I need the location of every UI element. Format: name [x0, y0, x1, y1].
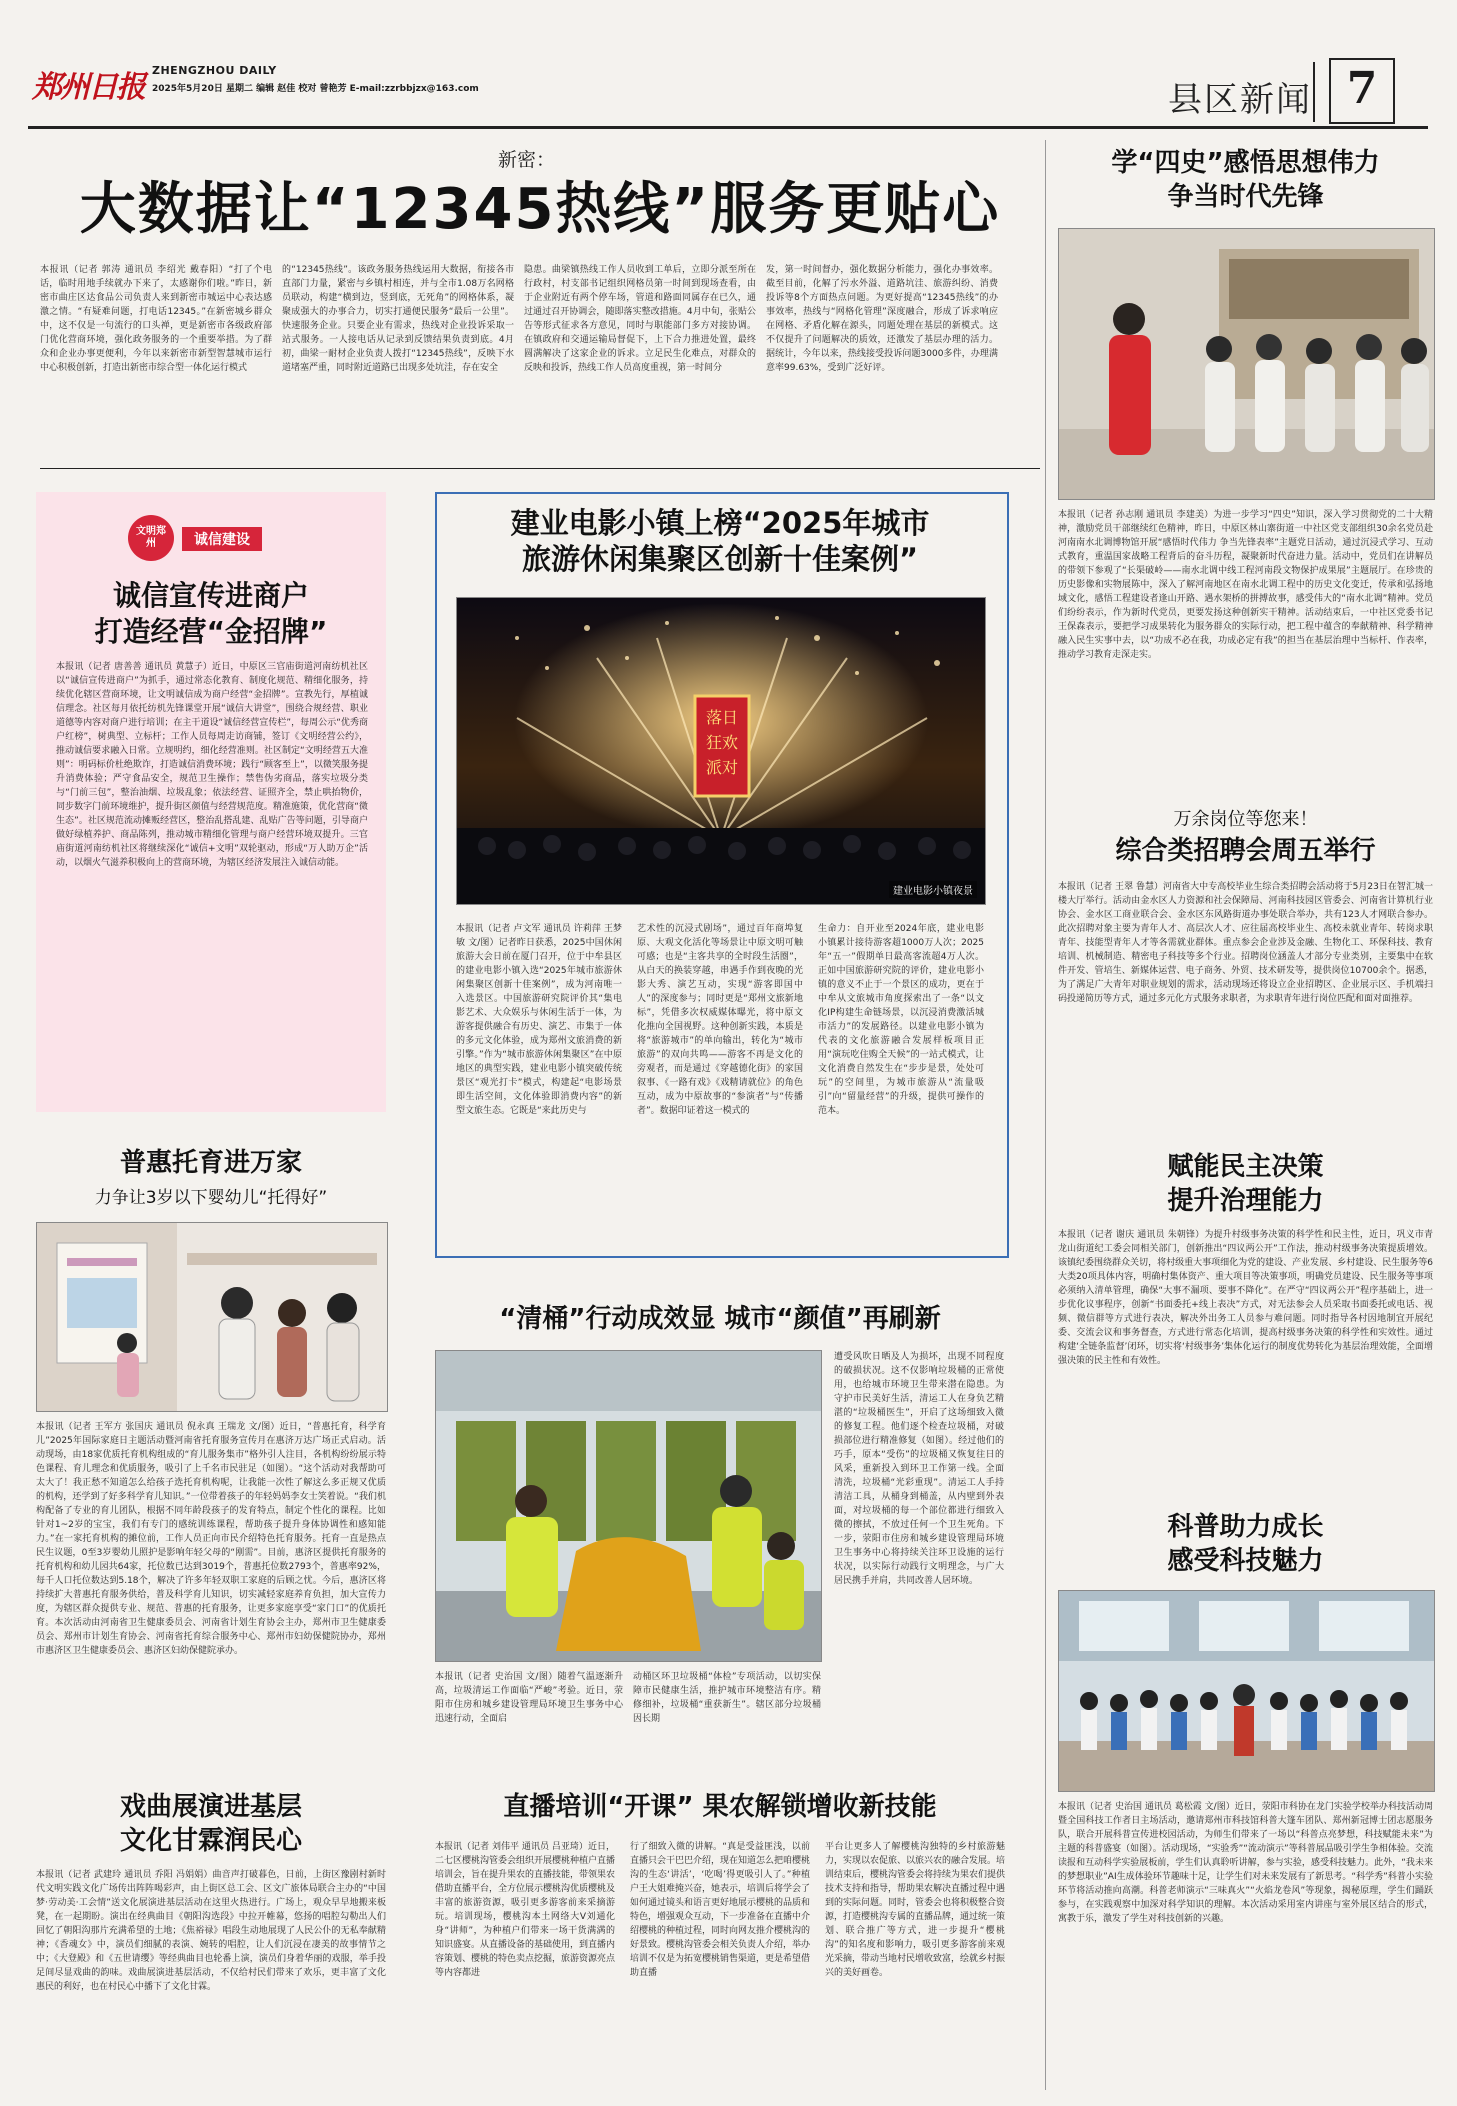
svg-text:派对: 派对	[705, 758, 739, 777]
lead-column-1: 本报讯（记者 郭涛 通讯员 李绍光 戴春阳）“打了个电话，临时用地手续就办下来了，太感谢你们啦。”昨日，新密市曲庄区达食品公司负责人来到新密市城运中心表达感激之情。“有疑难问题，打电话12345。”在新密城乡群众中，这不仅是一句流行的口头禅，更是新密市各级政府部门优化营商环境，强化政务服务的一个重要举措。为了群众和企业办事更便利，今年以来新密市新型智慧城市运行中心积极创新，打造出新密市综合型一体化运行模式	[40, 265, 272, 373]
live-title: 直播培训“开课” 果农解锁增收新技能	[503, 1792, 937, 1822]
bucket-caption-2: 动桶区环卫垃圾桶“体检”专项活动，以切实保障市民健康生活，推护城市环境整洁有序。精修细补，垃圾桶“重获新生”。辖区部分垃圾桶因长期	[633, 1672, 821, 1724]
childcare-subtitle: 力争让3岁以下婴幼儿“托得好”	[94, 1188, 328, 1208]
live-column-3: 平台让更多人了解樱桃沟独特的乡村旅游魅力，实现以农促旅、以旅兴农的融合发展。培训结束后，樱桃沟管委会将持续为果农们提供技术支持和指导，帮助果农解决直播过程中遇到的实际问题。同时，管委会也将积极整合资源，打造樱桃沟专属的直播品牌，通过统一策划、联合推广等方式，进一步提升“樱桃沟”的知名度和影响力，吸引更多游客前来观光采摘，带动当地村民增收致富，绘就乡村振兴的美好画卷。	[825, 1842, 1005, 1978]
lead-column-4: 发，第一时间督办，强化数据分析能力，强化办事效率。截至目前，化解了污水外溢、道路坑洼、旅游纠纷、消费投诉等8个方面热点问题。为更好提高“12345热线”的办事效率，热线与“网格化管理”深度融合，形成了诉求响应在网格、矛盾化解在源头，同题处理在基层的新模式。这不仅提升了问题解决的质效，还激发了基层办理的活力。据统计，今年以来，热线接受投诉问题3000多件，办理满意率99.63%，受到广泛好评。	[766, 265, 998, 373]
museum-visit-illustration	[1059, 229, 1434, 499]
svg-text:狂欢: 狂欢	[705, 733, 739, 752]
film-title-1: 建业电影小镇上榜“2025年城市	[510, 506, 930, 540]
bucket-caption: 本报讯（记者 史治国 文/图）随着气温逐渐升高，垃圾清运工作面临“严峻”考验。近日，荥阳市住房和城乡建设管理局环境卫生事务中心迅速行动，全面启	[435, 1672, 623, 1724]
democracy-title-1: 赋能民主决策	[1167, 1152, 1324, 1182]
science-title-1: 科普助力成长	[1167, 1512, 1324, 1542]
bucket-repair-illustration	[436, 1351, 821, 1661]
section-title: 县区新闻	[1168, 80, 1312, 120]
issue-meta: 2025年5月20日 星期二 编辑 赵佳 校对 曾艳芳 E-mail:zzrbbjzx@163.com	[152, 84, 479, 94]
film-column-1: 本报讯（记者 卢文军 通讯员 许莉萍 王梦敏 文/图）记者昨日获悉，2025中国休闲旅游大会日前在厦门召开，位于中牟县区的建业电影小镇入选“2025年城市旅游休闲集聚区创新十佳案例”，成为河南唯一入选景区。中国旅游研究院评价其“集电影艺术、大众娱乐与休闲生活于一体，为游客提供融合有历史、演艺、市集于一体的多元文化体验，成为郑州文旅消费的新引擎。”作为“城市旅游休闲集聚区”在中原地区的典型实践，建业电影小镇突破传统景区“观光打卡”模式，构建起“电影场景即生活空间，文化体验即消费内容”的新型文旅生态。它既是“来此历史与	[456, 924, 622, 1116]
jobs-body: 本报讯（记者 王翠 鲁慧）河南省大中专高校毕业生综合类招聘会活动将于5月23日在智汇城一楼大厅举行。活动由金水区人力资源和社会保障局、河南科技园区管委会、河南省计算机行业协会、金水区工商业联合会、金水区东风路街道办事处联合举办，共有123人才网联合参办。此次招聘对象主要为青年人才、高层次人才、应往届高校毕业生、高校未就业青年、转岗求职青年、技能型青年人才等各需就业群体。重点参会企业涉及金融、生物化工、环保科技、教育培训、机械制造、精密电子科技等多个行业。招聘岗位涵盖人才部分专业类别，主要集中在软件开发、管培生、新媒体运营、电子商务、外贸、技术研发等，提供岗位10700余个。据悉，为了满足广大青年对职业规划的需求，活动现场还将设立企业招聘区、企业展示区、手机端扫码投递简历等方式，通过多元化方式服务求职者，为求职青年进行岗位匹配和面对面推荐。	[1058, 882, 1433, 1004]
history-body: 本报讯（记者 孙志刚 通讯员 李建美）为进一步学习“四史”知识，深入学习贯彻党的二十大精神，激励党员干部继续红色精神，昨日，中原区林山寨街道一中社区党支部组织30余名党员赴河南南水北调博物馆开展“感悟时代伟力 争当先锋表率”主题党日活动，通过沉浸式学习、互动式教育，重温国家战略工程背后的奋斗历程，凝聚新时代奋进力量。活动中，党员们在讲解员的带领下参观了“长渠破岭——南水北调中线工程河南段文物保护成果展”主题展厅。在珍贵的历史影像和实物展陈中，深入了解河南地区在南水北调工程中的历史文化变迁，传承和弘扬地域文化，感悟工程建设者逢山开路、遇水架桥的拼搏故事，感受伟大的“南水北调”精神。党员们纷纷表示，作为新时代党员，更要发扬这种创新实干精神。活动结束后，一中社区党委书记王保森表示，要把学习成果转化为服务群众的实际行动，把工程中蕴含的奉献精神、科学精神融入民生实事中去，以“功成不必在我，功成必定有我”的担当在基层治理中当标杆、作表率，推动学习教育走深走实。	[1058, 510, 1433, 660]
lead-column-3: 隐患。曲梁镇热线工作人员收到工单后，立即分派至所在行政村，村支部书记组织网格员第一时间到现场查看，由于企业附近有两个停车场，管道和路面同属存在已久，通过通过召开协调会，随即落实整改措施。4月中旬，张贴公告等形式征求各方意见，同时与职能部门多方对接协调。在镇政府和交通运输局督促下，上下合力推进处置，最终圆满解决了这家企业的诉求。立足民生化难点，对群众的反映和投诉，热线工作人员高度重视，第一时间分	[524, 265, 756, 373]
civilization-seal-icon: 文明郑州	[128, 515, 174, 561]
live-column-1: 本报讯（记者 刘伟平 通讯员 吕亚琦）近日，二七区樱桃沟管委会组织开展樱桃种植户直播培训会，旨在提升果农的直播技能，带领果农借助直播平台，全方位展示樱桃沟优质樱桃及丰富的旅游资源，吸引更多游客前来采摘游玩。培训现场，樱桃沟本土网络大V刘通化身“讲师”，为种植户们带来一场干货满满的知识盛宴。从直播设备的基础使用，到直播内容策划、樱桃的特色卖点挖掘，旅游资源亮点等内容都进	[435, 1842, 615, 1978]
lead-bottom-rule	[40, 468, 1040, 469]
opera-title-1: 戏曲展演进基层	[119, 1792, 302, 1822]
childcare-photo	[36, 1222, 388, 1412]
democracy-body: 本报讯（记者 谢庆 通讯员 朱朝锋）为提升村级事务决策的科学性和民主性，近日，巩义市青龙山街道纪工委会同相关部门，创新推出“四议两公开”工作法，推动村级事务决策提质增效。该镇纪委围绕群众关切，将村级重大事项细化为党的建设、产业发展、乡村建设、民生服务等6大类20项具体内容，明确村集体资产、重大项目等决策事项，明确党员建设、民生服务等事项必须纳入清单管理，确保“大事不漏项、要事不降化”。在严守“四议两公开”程序基础上，进一步优化议事程序，创新“书面委托+线上表决”方式，对无法参会人员采取书面委托或电话、视频、微信群等方式进行表决，解决外出务工人员参与难问题。同时指导各村因地制宜开展纪委、交流会议和事务督查，方式进行常态化培训，提高村级事务决策的科学性和实效性。通过构建‘全链条监督’闭环，切实将‘村级事务’集体化运行的制度优势转化为基层治理效能，全面增强决策的民主性和有效性。	[1058, 1230, 1433, 1366]
science-body: 本报讯（记者 史治国 通讯员 葛松霞 文/图）近日，荥阳市科协在龙门实验学校举办科技活动周暨全国科技工作者日主场活动，邀请郑州市科技馆科普大篷车团队、郑州新冠博士团志愿服务队，联合开展科普宣传进校园活动，为师生们带来了一场以“科普点亮梦想，科技赋能未来”为主题的科普盛宴（如图）。活动现场，“实验秀”“流动演示”等科普展品吸引学生争相体验。交流读报和互动科学实验展板前，学生们认真聆听讲解，参与实验，感受科技魅力。此外，“我未来的梦想职业”AI生成体验环节趣味十足，让学生们对未来发展有了新思考。“科学秀”科普小实验环节将活动推向高潮。科普老师演示“三味真火”“火焰龙卷风”等现象，揭秘原理，学生们踊跃参与，在实践观察中加深对科学知识的理解。本次活动采用室内讲座与室外展区结合的形式，寓教于乐，激发了学生对科技创新的兴趣。	[1058, 1802, 1433, 1924]
newspaper-name-en: ZHENGZHOU DAILY	[152, 64, 277, 77]
childcare-title: 普惠托育进万家	[119, 1148, 302, 1178]
childcare-event-illustration	[37, 1223, 387, 1411]
lead-kicker: 新密：	[498, 149, 556, 171]
lead-headline: 大数据让“12345热线”服务更贴心	[79, 177, 1001, 242]
science-fair-illustration	[1059, 1591, 1434, 1791]
film-title-2: 旅游休闲集聚区创新十佳案例”	[521, 542, 919, 576]
page-number: 7	[1329, 58, 1395, 124]
jobs-kicker: 万余岗位等您来！	[1173, 809, 1318, 830]
film-column-3: 生命力：自开业至2024年底，建业电影小镇累计接待游客超1000万人次；2025年“五一”假期单日最高客流超4万人次。正如中国旅游研究院的评价，建业电影小镇的意义不止于一个景区的成功，更在于中牟从文旅城市角度探索出了一条“以文化IP构建生命链场景，以沉浸消费激活城市活力”的发展路径。以建业电影小镇为代表的文化旅游融合发展样板项目正用“演玩吃住购全天候”的一站式模式，让文化消费自然发生在“步步是景，处处可玩”的空间里，为城市旅游从“流量吸引”向“留量经营”的升级，提供可操作的范本。	[818, 924, 984, 1116]
film-photo-caption: 建业电影小镇夜景	[889, 881, 977, 898]
history-title-2: 争当时代先锋	[1167, 182, 1324, 212]
masthead-rule	[28, 126, 1428, 129]
integrity-title-1: 诚信宣传进商户	[112, 579, 309, 612]
democracy-title-2: 提升治理能力	[1167, 1186, 1324, 1216]
integrity-title-2: 打造经营“金招牌”	[94, 615, 328, 648]
integrity-body: 本报讯（记者 唐善善 通讯员 黄慧子）近日，中原区三官庙街道河南纺机社区以“诚信宣传进商户”为抓手，通过常态化教育、制度化规范、精细化服务，持续优化辖区营商环境，让文明诚信成为商户经营“金招牌”。宣教先行，厚植诚信理念。社区每月依托纺机先锋课堂开展“诚信大讲堂”，围绕合规经营、职业道德等内容对商户进行培训；在主干道设“诚信经营宣传栏”，每周公示“优秀商户红榜”，树典型、立标杆；工作人员每周走访商铺，签订《文明经营公约》，推动诚信要求融入日常。立规明约，细化经营准则。社区制定“文明经营五大准则”：明码标价杜绝欺诈，打造诚信消费环境；践行“顾客至上”，以微笑服务提升消费体验；严守食品安全，规范卫生操作；禁售伪劣商品，落实垃圾分类与“门前三包”，整治油烟、垃圾乱象；依法经营、证照齐全，禁止哄抬物价，同步数字门前环境维护，提升街区颜值与经营规范度。精准施策，优化营商“微生态”。社区规范流动摊贩经营区，整治乱搭乱建、乱贴广告等问题，引导商户做好绿植养护、商品陈列，推动城市精细化管理与商户经营环境双提升。三官庙街道河南纺机社区将继续深化“诚信+文明”双轮驱动，形成“万人助万企”活动，以烟火气滋养积极向上的营商环境，为辖区经济发展注入诚信动能。	[56, 662, 368, 868]
science-title-2: 感受科技魅力	[1167, 1546, 1324, 1576]
opera-body: 本报讯（记者 武建玲 通讯员 乔阳 冯娟娟）曲音声打破暮色，日前，上街区豫剧村新时代文明实践文化广场传出阵阵喝彩声，由上街区总工会、区文广旅体局联合主办的“中国梦·劳动美·工会情”送文化展演进基层活动在这里火热进行。广场上，观众早早地搬来板凳，在一起期盼。演出在经典曲目《朝阳沟选段》中拉开帷幕，悠扬的唱腔勾勒出人们回忆了朝阳沟那片充满希望的土地；《焦裕禄》唱段生动地展现了人民公仆的无私奉献精神；《香魂女》中，演员们细腻的表演、婉转的唱腔，让人们沉浸在凄美的故事情节之中；《大登殿》和《五世请缨》等经典曲目也轮番上演，演员们身着华丽的戏服，举手投足间尽显戏曲的韵味。戏曲展演进基层活动，不仅给村民们带来了欢乐，更丰富了文化惠民的利好，也在村民心中播下了文化甘霖。	[36, 1870, 386, 1992]
bucket-column: 遭受风吹日晒及人为损坏，出现不同程度的破损状况。这不仅影响垃圾桶的正常使用，也给城市环境卫生带来潜在隐患。为守护市民美好生活，清运工人在身负艺精湛的“垃圾桶医生”，开启了这场细致入微的修复工程。他们逐个检查垃圾桶，对破损部位进行精准修复（如图）。经过他们的巧手，原本“受伤”的垃圾桶又恢复往日的风采，重新投入到环卫工作第一线。全面清洗，垃圾桶“光彩重现”。清运工人手持清洁工具，从桶身到桶盖，从内壁到外表面，对垃圾桶的每一个部位都进行细致入微的擦拭，不放过任何一个卫生死角。下一步，荥阳市住房和城乡建设管理局环境卫生事务中心将持续关注环卫设施的运行状况，以实际行动践行文明理念，与广大居民携手并肩，共同改善人居环境。	[834, 1352, 1004, 1586]
lead-column-2: 的“12345热线”。该政务服务热线运用大数据，衔接各市直部门力量，紧密与乡镇村相连，并与全市1.08万名网格员联动，构建“横到边，竖到底，无死角”的网格体系，凝聚成强大的办事合力，切实打通便民服务“最后一公里”。快速服务企业。只要企业有需求，热线对企业投诉采取一站式服务。一人接电话从记录到反馈结果负责到底。4月初，曲梁一耐材企业负责人拨打“12345热线”，反映下水道堵塞严重，同时附近道路已出现多处坑洼，存在安全	[282, 265, 514, 373]
integrity-tag: 诚信建设	[182, 527, 262, 551]
newspaper-logo: 郑州日报	[32, 70, 144, 105]
opera-title-2: 文化甘霖润民心	[119, 1826, 302, 1856]
childcare-body: 本报讯（记者 王军方 张国庆 通讯员 倪永真 王瑞龙 文/图）近日，“普惠托育，科学育儿”2025年国际家庭日主题活动暨河南省托育服务宣传月在惠济万达广场正式启动。活动现场，由18家优质托育机构组成的“育儿服务集市”格外引人注目，各机构纷纷展示特色课程、育儿理念和优质服务，吸引了上千名市民驻足（如图）。“这个活动对我帮助可太大了！我正愁不知道怎么给孩子选托育机构呢，让我能一次性了解这么多正规又优质的机构，还学到了好多科学育儿知识。”一位带着孩子的年轻妈妈李女士笑着说。“我们机构配备了专业的育儿团队，根据不同年龄段孩子的发育特点，制定个性化的课程。比如针对1~2岁的宝宝，我们有专门的感统训练课程，帮助孩子提升身体协调性和感知能力。”在一家托育机构的摊位前，工作人员正向市民介绍特色托育服务。托育一直是热点民生议题，0至3岁婴幼儿照护是影响年轻父母的“刚需”。目前，惠济区提供托育服务的托育机构和幼儿园共64家，托位数已达到3019个，普惠托位数2793个，普惠率92%，每千人口托位数达到5.18个，解决了许多年轻双职工家庭的后顾之忧。今后，惠济区将持续扩大普惠托育服务供给，普及科学育儿知识，切实减轻家庭养育负担，加大宣传力度，为辖区群众提供专业、规范、普惠的托育服务，让更多家庭享受“家门口”的优质托育。本次活动由河南省卫生健康委员会、河南省计划生育协会主办，郑州市卫生健康委员会、郑州市计划生育协会、河南省托育综合服务中心、郑州市妇幼保健院协办，郑州市惠济区卫生健康委员会、惠济区妇幼保健院承办。	[36, 1422, 386, 1656]
film-town-night-illustration	[457, 598, 985, 904]
photo-sign-text: 落日	[705, 708, 739, 727]
section-divider-icon	[1313, 62, 1315, 122]
history-photo	[1058, 228, 1435, 500]
bucket-photo	[435, 1350, 822, 1662]
live-column-2: 行了细致入微的讲解。“真是受益匪浅，以前直播只会干巴巴介绍，现在知道怎么把咱樱桃沟的生态‘讲活’，‘吃喝’得更吸引人了。”种植户王大姐难掩兴奋，她表示，培训后将学会了如何通过镜头和语言更好地展示樱桃的品质和特色，增强观众互动，下一步准备在直播中介绍樱桃的种植过程，同时向网友推介樱桃沟的好景致。樱桃沟管委会相关负责人介绍，举办培训不仅是为拓宽樱桃销售渠道，更是希望借助直播	[630, 1842, 810, 1978]
film-town-photo	[456, 597, 986, 905]
history-title-1: 学“四史”感悟思想伟力	[1111, 148, 1380, 178]
jobs-title: 综合类招聘会周五举行	[1115, 836, 1376, 866]
film-column-2: 艺术性的沉浸式剧场”，通过百年商埠复原、大观文化活化等场景让中原文明可触可感；也是“主客共享的全时段生活圈”，从白天的换装穿越，串遇手作到夜晚的光影大秀、演艺互动，实现“游客即国中人”的深度参与；同时更是“郑州文旅新地标”，凭借多次权威媒体曝光，将中原文化推向全国视野。这种创新实践，本质是将“旅游城市”的单向输出，转化为“城市旅游”的双向共鸣——游客不再是文化的旁观者，而是通过《穿越德化街》的家国叙事、《一路有戏》《戏精请就位》的角色互动，成为中原故事的“参演者”与“传播者”。数据印证着这一模式的	[637, 924, 803, 1116]
science-photo	[1058, 1590, 1435, 1792]
bucket-title: “清桶”行动成效显 城市“颜值”再刷新	[499, 1304, 941, 1334]
right-column-divider	[1045, 140, 1046, 2090]
